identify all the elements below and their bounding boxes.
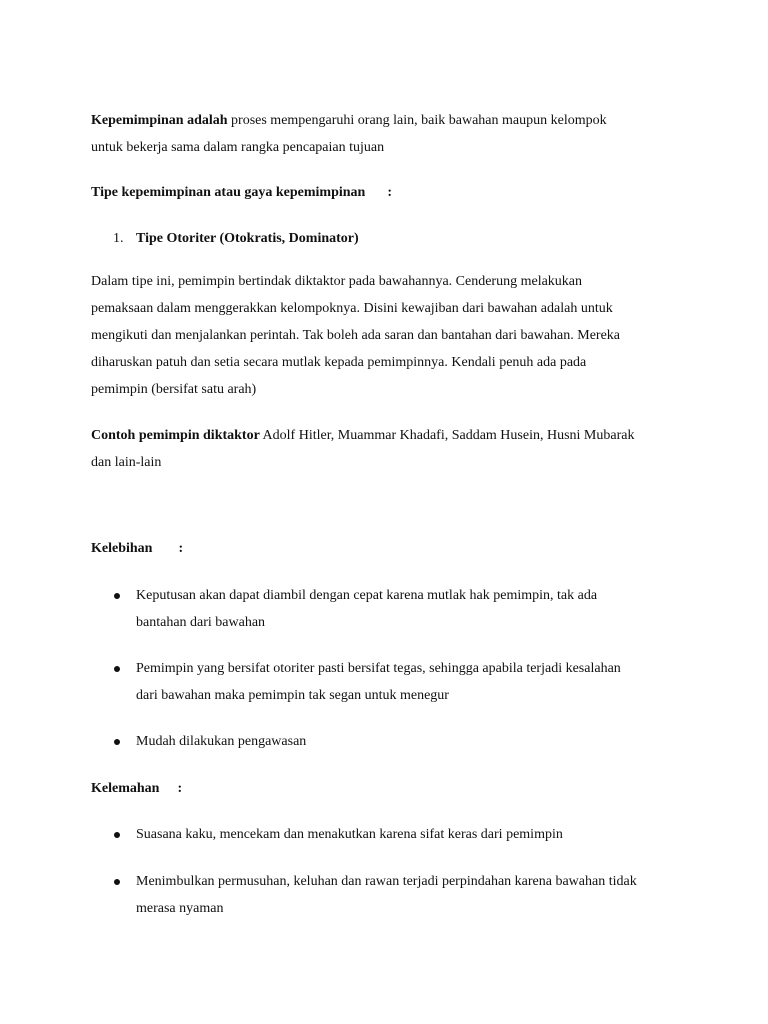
list-item (91, 868, 691, 922)
types-heading-text: Tipe kepemimpinan atau gaya kepemimpinan (91, 185, 366, 200)
advantages-list (91, 582, 691, 755)
type-1-number: 1. (113, 231, 124, 246)
description-line-1: Dalam tipe ini, pemimpin bertindak diktaktor pada bawahannya. Cenderung melakukan (91, 274, 583, 289)
definition-line-2: untuk bekerja sama dalam rangka pencapaian tujuan (91, 140, 385, 155)
bullet-icon (114, 666, 120, 672)
advantages-heading-colon: : (178, 541, 184, 556)
description-line-2: pemaksaan dalam menggerakkan kelompoknya. Disini kewajiban dari bawahan adalah untuk (91, 301, 613, 316)
disadvantages-list (91, 821, 691, 922)
bullet-icon (114, 879, 120, 885)
advantage-2-line-1: Pemimpin yang bersifat otoriter pasti bersifat tegas, sehingga apabila terjadi kesalahan (136, 661, 621, 676)
definition-paragraph (91, 107, 691, 161)
list-item (91, 582, 691, 636)
description-line-4: diharuskan patuh dan setia secara mutlak kepada pemimpinnya. Kendali penuh ada pada (91, 355, 587, 370)
advantage-3-line-1: Mudah dilakukan pengawasan (136, 734, 307, 749)
type-1-title: Tipe Otoriter (Otokratis, Dominator) (136, 231, 359, 246)
advantage-1-line-1: Keputusan akan dapat diambil dengan cepat karena mutlak hak pemimpin, tak ada (136, 588, 598, 603)
advantage-2-line-2: dari bawahan maka pemimpin tak segan untuk menegur (136, 688, 449, 703)
examples-paragraph (91, 422, 691, 476)
disadvantage-2-line-2: merasa nyaman (136, 901, 224, 916)
bullet-icon (114, 593, 120, 599)
examples-line-1: Adolf Hitler, Muammar Khadafi, Saddam Husein, Husni Mubarak (259, 428, 635, 443)
advantages-heading (91, 535, 691, 562)
description-line-5: pemimpin (bersifat satu arah) (91, 382, 257, 397)
types-heading-colon: : (387, 185, 393, 200)
bullet-icon (114, 832, 120, 838)
disadvantage-1-line-1: Suasana kaku, mencekam dan menakutkan karena sifat keras dari pemimpin (136, 827, 563, 842)
definition-line-1: proses mempengaruhi orang lain, baik bawahan maupun kelompok (227, 113, 607, 128)
types-heading (91, 179, 691, 206)
disadvantage-2-line-1: Menimbulkan permusuhan, keluhan dan rawan terjadi perpindahan karena bawahan tidak (136, 874, 637, 889)
description-paragraph (91, 268, 691, 403)
advantage-1-line-2: bantahan dari bawahan (136, 615, 266, 630)
examples-label: Contoh pemimpin diktaktor (91, 428, 260, 443)
examples-line-2: dan lain-lain (91, 455, 162, 470)
document-page (91, 107, 691, 922)
list-item (91, 655, 691, 709)
type-1-item (91, 225, 691, 252)
list-item (91, 821, 691, 848)
description-line-3: mengikuti dan menjalankan perintah. Tak boleh ada saran dan bantahan dari bawahan. Mereka (91, 328, 620, 343)
bullet-icon (114, 739, 120, 745)
list-item (91, 728, 691, 755)
disadvantages-heading (91, 775, 691, 802)
definition-term: Kepemimpinan adalah (91, 113, 228, 128)
disadvantages-heading-colon: : (177, 781, 183, 796)
disadvantages-heading-text: Kelemahan (91, 781, 160, 796)
advantages-heading-text: Kelebihan (91, 541, 153, 556)
